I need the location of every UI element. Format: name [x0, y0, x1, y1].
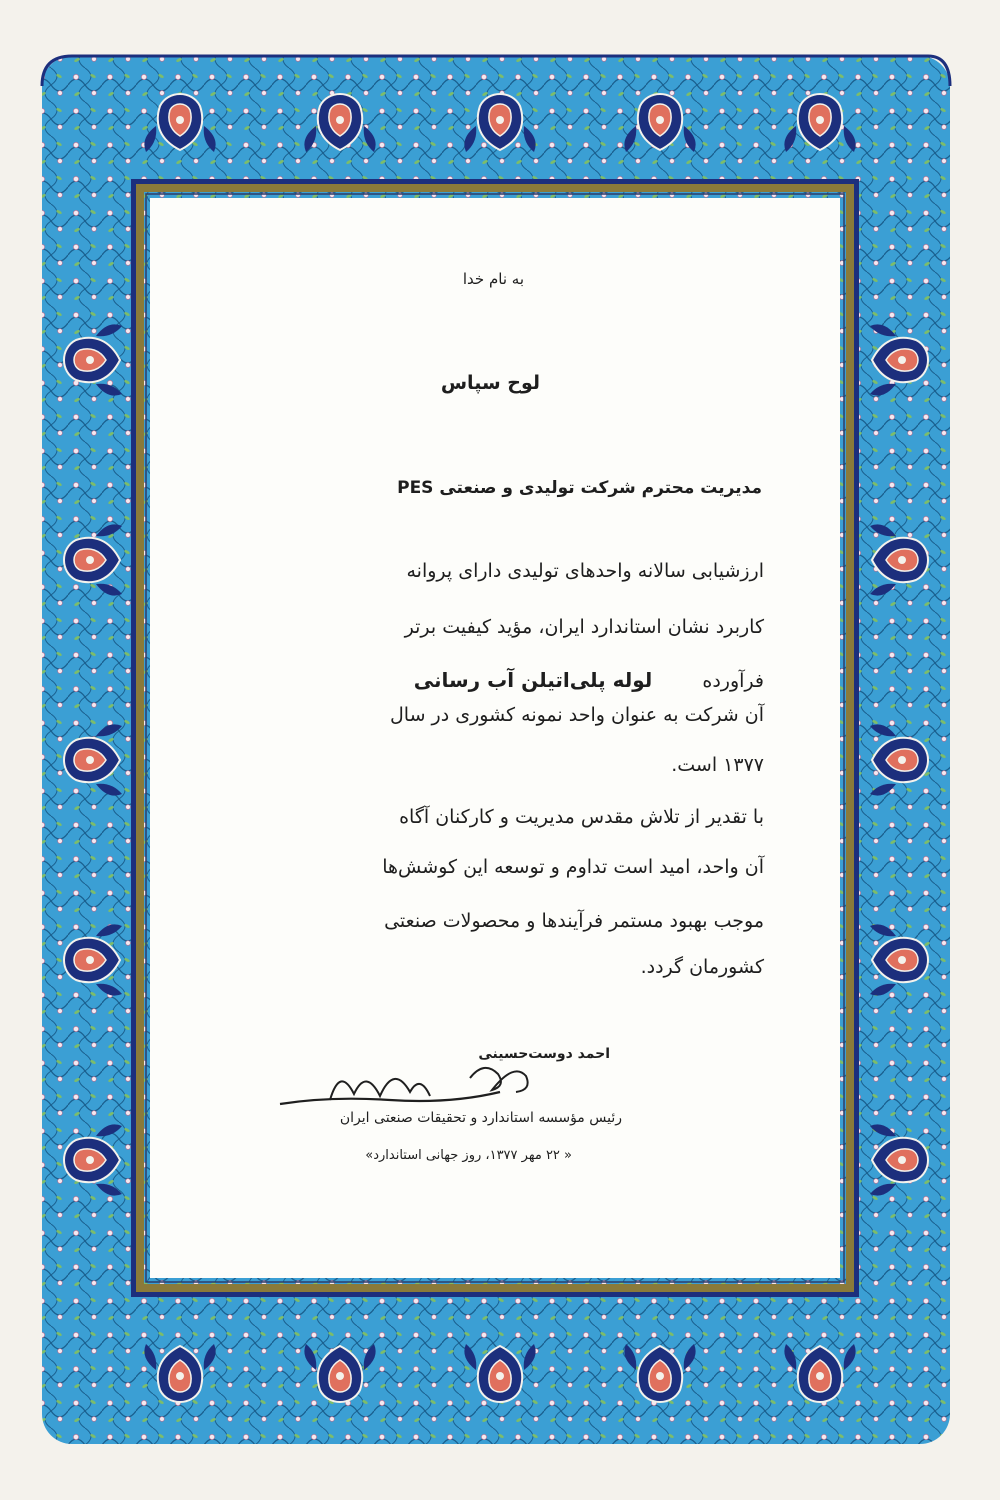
signature-mark	[270, 1056, 540, 1116]
body-line: موجب بهبود مستمر فرآیندها و محصولات صنعتی	[384, 910, 764, 932]
signer-title: رئیس مؤسسه استاندارد و تحقیقات صنعتی ایران	[339, 1110, 622, 1126]
body-line: آن شرکت به عنوان واحد نمونه کشوری در سال	[390, 704, 764, 726]
body-line: آن واحد، امید است تداوم و توسعه این کوشش‌ها	[382, 856, 764, 878]
certificate-panel	[150, 198, 840, 1278]
body-line-lead: فرآورده	[702, 670, 764, 692]
body-line: با تقدیر از تلاش مقدس مدیریت و کارکنان آگاه	[399, 806, 764, 828]
body-line	[414, 668, 764, 692]
body-line: کشورمان گردد.	[640, 956, 764, 978]
body-line: کاربرد نشان استاندارد ایران، مؤید کیفیت برتر	[404, 616, 764, 638]
signer-name: احمد دوست‌حسینی	[478, 1046, 610, 1062]
date-line: « ۲۲ مهر ۱۳۷۷، روز جهانی استاندارد»	[365, 1148, 572, 1163]
certificate-title: لوح سپاس	[440, 372, 540, 394]
addressee-line: مدیریت محترم شرکت تولیدی و صنعتی PES	[397, 478, 762, 498]
invocation-text: به نام خدا	[462, 270, 524, 288]
product-name: لوله پلی‌اتیلن آب رسانی	[413, 668, 653, 692]
body-line: ۱۳۷۷ است.	[671, 754, 764, 776]
body-line: ارزشیابی سالانه واحدهای تولیدی دارای پروانه	[406, 560, 764, 582]
